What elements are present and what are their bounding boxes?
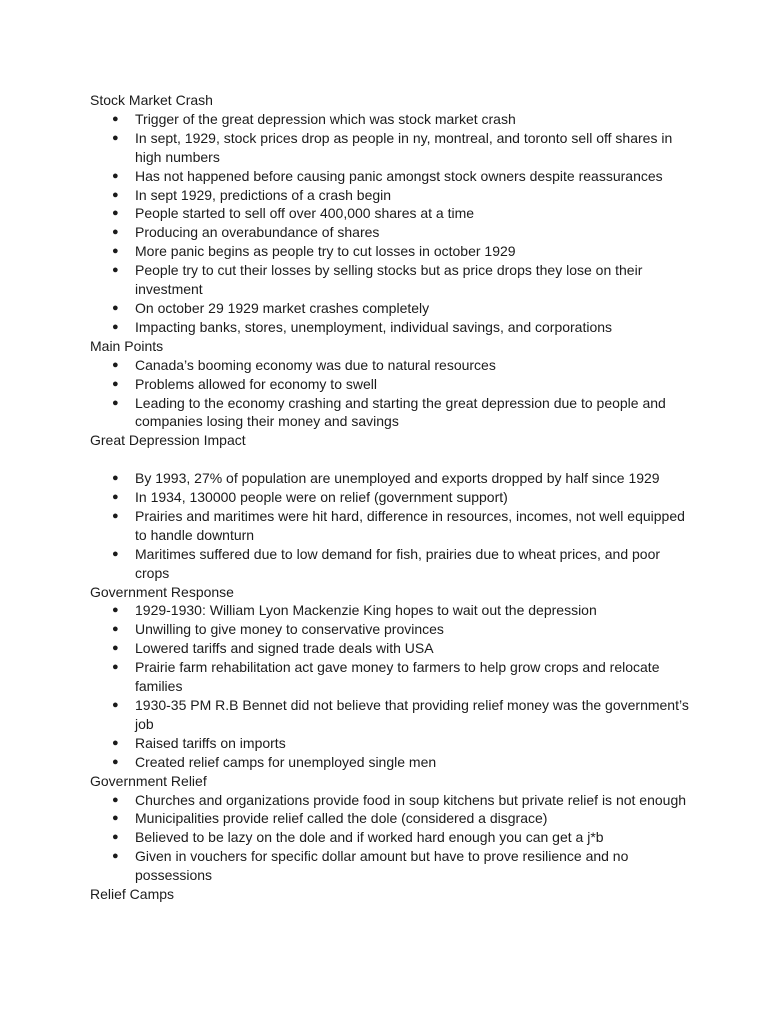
bullet-icon: ● (112, 112, 119, 125)
bullet-icon: ● (112, 301, 119, 314)
bullet-icon: ● (112, 755, 119, 768)
section (90, 583, 690, 772)
list-item (90, 734, 690, 753)
list-item-text: Unwilling to give money to conservative provinces (135, 621, 444, 638)
list-item-text: Has not happened before causing panic amongst stock owners despite reassurances (135, 167, 663, 184)
bullet-icon: ● (112, 509, 119, 522)
list-item (90, 129, 690, 167)
list-item-text: Churches and organizations provide food in soup kitchens but private relief is not enough (135, 791, 687, 808)
list-item (90, 299, 690, 318)
list-item (90, 186, 690, 205)
list-item (90, 809, 690, 828)
list-item (90, 507, 690, 545)
list-item-text: In sept, 1929, stock prices drop as people in ny, montreal, and toronto sell off shares in high numbers (135, 129, 673, 165)
list-item-text: Maritimes suffered due to low demand for fish, prairies due to wheat prices, and poor crops (135, 545, 661, 581)
list-item-text: People try to cut their losses by selling stocks but as price drops they lose on their investment (135, 262, 643, 298)
list-item (90, 469, 690, 488)
list-item-text: People started to sell off over 400,000 shares at a time (135, 205, 475, 222)
list-item-text: Prairies and maritimes were hit hard, difference in resources, incomes, not well equipped to handle downturn (135, 507, 685, 543)
list-item (90, 658, 690, 696)
bullet-icon: ● (112, 358, 119, 371)
section-heading: Government Relief (90, 772, 207, 789)
section-heading: Relief Camps (90, 886, 175, 903)
bullet-icon: ● (112, 472, 119, 485)
list-item (90, 639, 690, 658)
list-item-text: Problems allowed for economy to swell (135, 375, 377, 392)
bullet-icon: ● (112, 831, 119, 844)
section-heading: Government Response (90, 583, 234, 600)
list-item-text: In 1934, 130000 people were on relief (government support) (135, 489, 508, 506)
bullet-icon: ● (112, 169, 119, 182)
list-item-text: Trigger of the great depression which was stock market crash (135, 110, 516, 127)
list-item (90, 204, 690, 223)
blank-line (90, 450, 690, 469)
list-item (90, 601, 690, 620)
bullet-icon: ● (112, 661, 119, 674)
list-item-text: Believed to be lazy on the dole and if worked hard enough you can get a j*b (135, 829, 604, 846)
bullet-icon: ● (112, 604, 119, 617)
list-item (90, 110, 690, 129)
list-item (90, 753, 690, 772)
list-item (90, 791, 690, 810)
list-item-text: Leading to the economy crashing and starting the great depression due to people and companies losing their money and savings (135, 394, 666, 430)
list-item (90, 167, 690, 186)
list-item (90, 696, 690, 734)
document-page (90, 91, 690, 904)
section (90, 91, 690, 337)
section (90, 431, 690, 582)
bullet-list (90, 110, 690, 337)
list-item (90, 242, 690, 261)
list-item-text: Raised tariffs on imports (135, 734, 286, 751)
list-item (90, 488, 690, 507)
bullet-icon: ● (112, 377, 119, 390)
list-item-text: Lowered tariffs and signed trade deals with USA (135, 640, 434, 657)
section (90, 772, 690, 885)
bullet-icon: ● (112, 812, 119, 825)
section-heading: Great Depression Impact (90, 432, 246, 449)
bullet-icon: ● (112, 396, 119, 409)
bullet-icon: ● (112, 642, 119, 655)
bullet-list (90, 791, 690, 886)
bullet-icon: ● (112, 245, 119, 258)
bullet-icon: ● (112, 623, 119, 636)
bullet-icon: ● (112, 547, 119, 560)
section (90, 885, 690, 904)
list-item-text: On october 29 1929 market crashes completely (135, 299, 430, 316)
list-item-text: More panic begins as people try to cut losses in october 1929 (135, 243, 516, 260)
bullet-list (90, 601, 690, 771)
bullet-icon: ● (112, 491, 119, 504)
section-heading: Main Points (90, 337, 164, 354)
list-item-text: Municipalities provide relief called the dole (considered a disgrace) (135, 810, 548, 827)
bullet-icon: ● (112, 320, 119, 333)
bullet-icon: ● (112, 736, 119, 749)
list-item (90, 545, 690, 583)
list-item (90, 223, 690, 242)
section-heading: Stock Market Crash (90, 92, 213, 108)
list-item-text: Created relief camps for unemployed single men (135, 753, 437, 770)
bullet-icon: ● (112, 131, 119, 144)
bullet-icon: ● (112, 850, 119, 863)
list-item (90, 620, 690, 639)
bullet-icon: ● (112, 264, 119, 277)
section (90, 337, 690, 432)
bullet-icon: ● (112, 188, 119, 201)
list-item-text: In sept 1929, predictions of a crash begin (135, 186, 392, 203)
list-item (90, 847, 690, 885)
bullet-icon: ● (112, 793, 119, 806)
list-item (90, 394, 690, 432)
bullet-list (90, 356, 690, 432)
list-item-text: 1929-1930: William Lyon Mackenzie King hopes to wait out the depression (135, 602, 597, 619)
bullet-list (90, 469, 690, 582)
list-item-text: Prairie farm rehabilitation act gave money to farmers to help grow crops and relocate families (135, 659, 660, 695)
list-item-text: Producing an overabundance of shares (135, 224, 380, 241)
list-item-text: Impacting banks, stores, unemployment, individual savings, and corporations (135, 318, 613, 335)
list-item (90, 318, 690, 337)
list-item-text: Canada’s booming economy was due to natural resources (135, 356, 496, 373)
list-item (90, 375, 690, 394)
bullet-icon: ● (112, 226, 119, 239)
list-item-text: Given in vouchers for specific dollar amount but have to prove resilience and no possessions (135, 848, 629, 884)
list-item (90, 828, 690, 847)
list-item-text: By 1993, 27% of population are unemployed and exports dropped by half since 1929 (135, 470, 660, 487)
list-item (90, 261, 690, 299)
bullet-icon: ● (112, 698, 119, 711)
list-item-text: 1930-35 PM R.B Bennet did not believe that providing relief money was the government’s job (135, 696, 689, 732)
bullet-icon: ● (112, 207, 119, 220)
list-item (90, 356, 690, 375)
